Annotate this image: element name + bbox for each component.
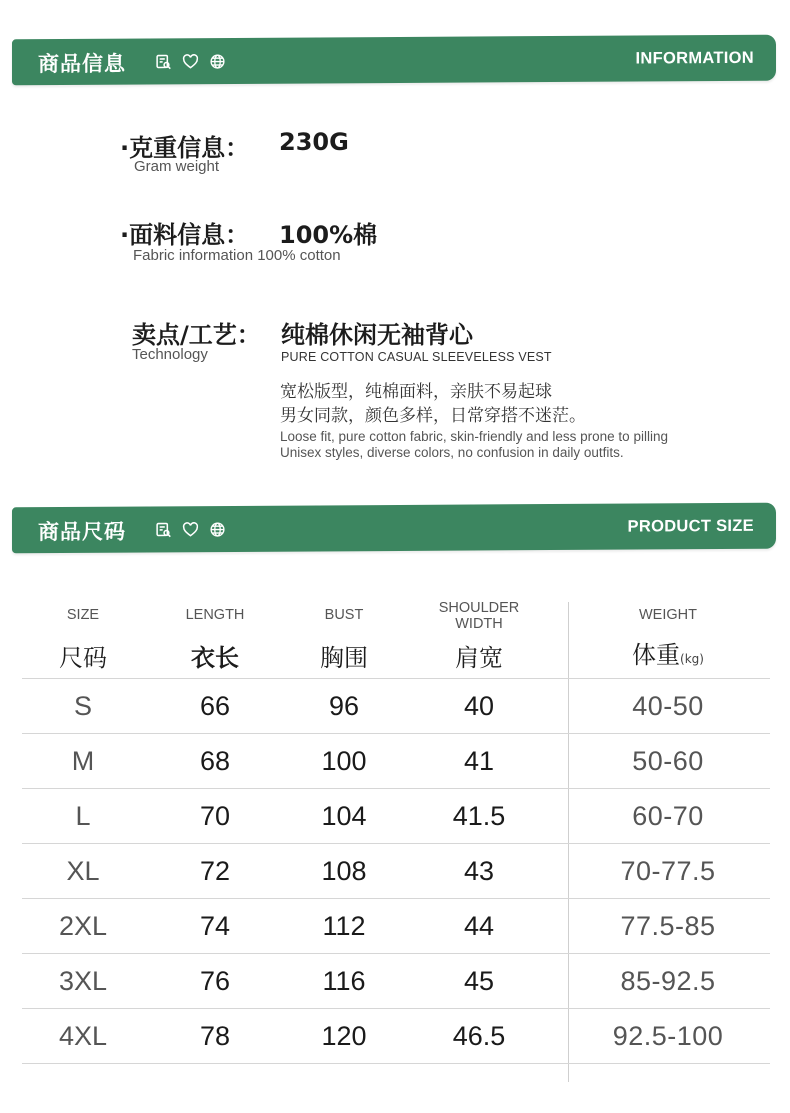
table-cell: 120 (321, 1021, 367, 1051)
table-cell: 100 (321, 746, 367, 776)
table-cell: 66 (199, 691, 231, 721)
header-bust-en: BUST (324, 607, 364, 623)
globe-icon (209, 53, 226, 70)
table-cell: 104 (321, 801, 367, 831)
table-cell: XL (66, 856, 100, 886)
table-cell: 68 (199, 746, 231, 776)
weight-label: ·克重信息： (120, 134, 250, 162)
table-row-divider (22, 1063, 770, 1064)
tech-value-en: PURE COTTON CASUAL SLEEVELESS VEST (281, 350, 552, 364)
tech-desc-en-1: Loose fit, pure cotton fabric, skin-friendly and less prone to pilling (280, 429, 668, 444)
table-row-divider (22, 843, 770, 844)
table-cell: 41 (463, 746, 495, 776)
tech-label-en: Technology (132, 346, 208, 363)
globe-icon (209, 521, 226, 538)
info-fabric (120, 215, 249, 250)
table-cell: 41.5 (452, 801, 506, 831)
table-cell: 45 (463, 966, 495, 996)
table-row-divider (22, 953, 770, 954)
header-weight-cn (608, 635, 728, 670)
tech-desc-en-2: Unisex styles, diverse colors, no confusion in daily outfits. (280, 445, 624, 460)
header-bust-cn: 胸围 (320, 644, 368, 672)
section-title: 商品尺码 (38, 519, 126, 545)
table-cell: 70 (199, 801, 231, 831)
table-cell: M (71, 746, 95, 776)
table-row-divider (22, 1008, 770, 1009)
tech-desc-cn-1: 宽松版型，纯棉面料，亲肤不易起球 (280, 382, 552, 402)
table-cell: 2XL (58, 911, 108, 941)
table-row-divider (22, 788, 770, 789)
table-cell: 70-77.5 (620, 856, 716, 886)
note-search-icon (155, 521, 172, 538)
table-cell: 92.5-100 (612, 1021, 724, 1051)
header-size-en: SIZE (66, 607, 100, 623)
table-row-divider (22, 678, 770, 679)
weight-label-en: Gram weight (134, 158, 220, 175)
table-cell: L (75, 801, 91, 831)
table-cell: 74 (199, 911, 231, 941)
table-cell: 116 (322, 966, 366, 996)
section-title: 商品信息 (38, 51, 126, 77)
header-shoulder-cn: 肩宽 (455, 644, 503, 672)
table-cell: 50-60 (632, 746, 704, 776)
table-cell: 78 (199, 1021, 231, 1051)
table-cell: 43 (463, 856, 495, 886)
table-row-divider (22, 898, 770, 899)
header-length-en: LENGTH (185, 607, 245, 623)
heart-icon (182, 521, 199, 538)
section-banner-size (12, 503, 776, 554)
table-cell: 60-70 (632, 801, 704, 831)
table-cell: 3XL (58, 966, 108, 996)
header-weight-unit: (kg) (680, 652, 704, 666)
section-title-en: PRODUCT SIZE (627, 516, 754, 536)
header-length-cn: 衣长 (191, 644, 239, 672)
tech-value: 纯棉休闲无袖背心 (281, 321, 473, 349)
table-cell: 40-50 (632, 691, 704, 721)
table-cell: 46.5 (452, 1021, 506, 1051)
weight-value: 230G (279, 128, 349, 156)
table-cell: 76 (199, 966, 231, 996)
fabric-label: ·面料信息： (120, 221, 250, 249)
note-search-icon (155, 53, 172, 70)
header-shoulder-en-1: SHOULDER (438, 600, 520, 616)
table-cell: 4XL (58, 1021, 108, 1051)
table-row-divider (22, 733, 770, 734)
table-cell: 72 (199, 856, 231, 886)
table-cell: 40 (463, 691, 495, 721)
heart-icon (182, 53, 199, 70)
header-weight-cn-text: 体重 (632, 641, 681, 669)
banner-icons (155, 521, 226, 538)
table-cell: 96 (328, 691, 360, 721)
header-size-cn: 尺码 (59, 644, 107, 672)
header-weight-en: WEIGHT (639, 607, 697, 623)
table-cell: 108 (321, 856, 367, 886)
header-shoulder-en-2: WIDTH (455, 616, 503, 632)
table-cell: 85-92.5 (620, 966, 716, 996)
tech-desc-cn-2: 男女同款，颜色多样，日常穿搭不迷茫。 (280, 406, 586, 426)
table-cell: S (73, 691, 92, 721)
section-title-en: INFORMATION (635, 48, 754, 68)
table-cell: 77.5-85 (620, 911, 716, 941)
info-technology (132, 315, 261, 350)
tech-label: 卖点/工艺： (132, 321, 261, 349)
table-cell: 112 (322, 911, 366, 941)
fabric-label-en: Fabric information 100% cotton (133, 247, 341, 264)
fabric-value: 100%棉 (279, 221, 378, 249)
table-cell: 44 (463, 911, 495, 941)
table-column-divider (568, 602, 569, 1082)
section-banner-info (12, 35, 776, 86)
banner-icons (155, 53, 226, 70)
